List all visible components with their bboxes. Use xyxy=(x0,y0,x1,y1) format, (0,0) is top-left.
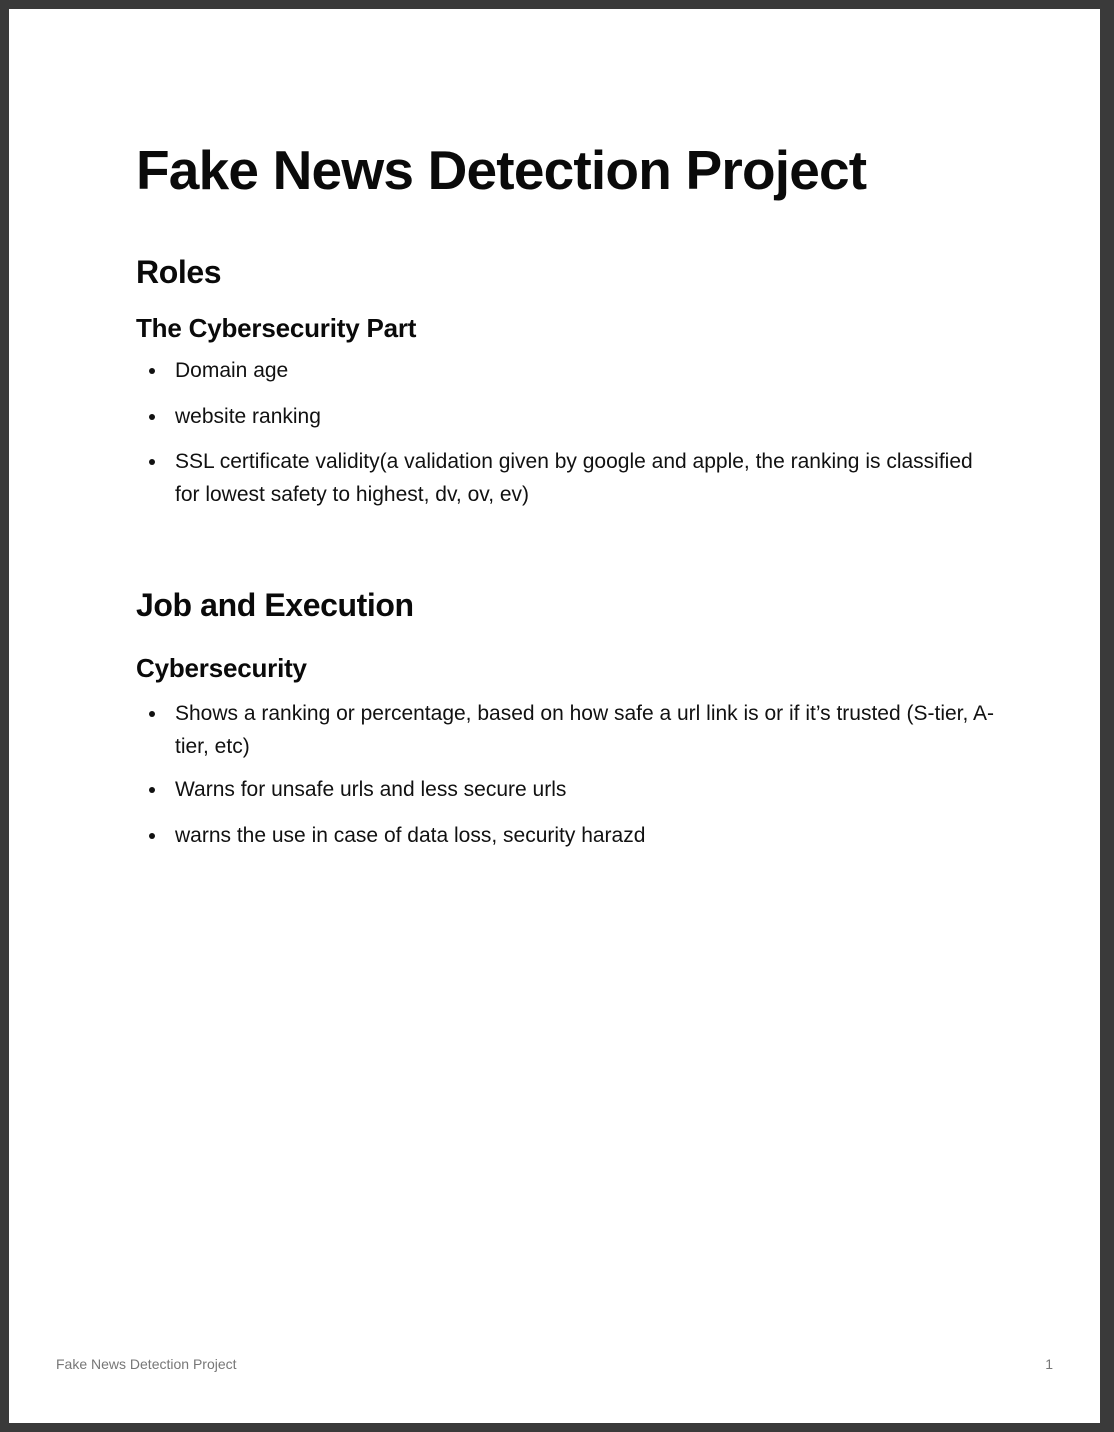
section-heading-roles: Roles xyxy=(136,254,222,290)
bullet-icon xyxy=(149,459,155,465)
bullet-icon xyxy=(149,711,155,717)
list-item-text: warns the use in case of data loss, security harazd xyxy=(175,823,646,847)
bullet-icon xyxy=(149,414,155,420)
document-title: Fake News Detection Project xyxy=(136,139,867,201)
footer-document-title: Fake News Detection Project xyxy=(56,1356,237,1372)
subheading-cybersecurity: Cybersecurity xyxy=(136,653,307,683)
list-item-text: SSL certificate validity(a validation given by google and apple, the ranking is classified for lowest safety to highest, dv, ov, ev) xyxy=(175,450,973,506)
list-item xyxy=(136,401,996,434)
bullet-icon xyxy=(149,368,155,374)
list-item xyxy=(136,446,996,511)
document-page xyxy=(9,9,1100,1423)
list-item xyxy=(136,355,996,388)
footer-page-number: 1 xyxy=(1045,1356,1053,1372)
roles-bullet-list xyxy=(136,355,996,511)
bullet-icon xyxy=(149,787,155,793)
subheading-cybersecurity-part: The Cybersecurity Part xyxy=(136,313,417,343)
bullet-icon xyxy=(149,833,155,839)
list-item xyxy=(136,820,996,853)
list-item-text: Warns for unsafe urls and less secure urls xyxy=(175,778,567,801)
section-heading-job-and-execution: Job and Execution xyxy=(136,587,414,623)
list-item-text: website ranking xyxy=(175,404,321,428)
list-item-text: Shows a ranking or percentage, based on how safe a url link is or if it’s trusted (S-tier, A-tier, etc) xyxy=(175,702,995,758)
job-bullet-list xyxy=(136,698,996,852)
list-item xyxy=(136,698,996,763)
list-item-text: Domain age xyxy=(175,359,289,382)
list-item xyxy=(136,774,996,807)
